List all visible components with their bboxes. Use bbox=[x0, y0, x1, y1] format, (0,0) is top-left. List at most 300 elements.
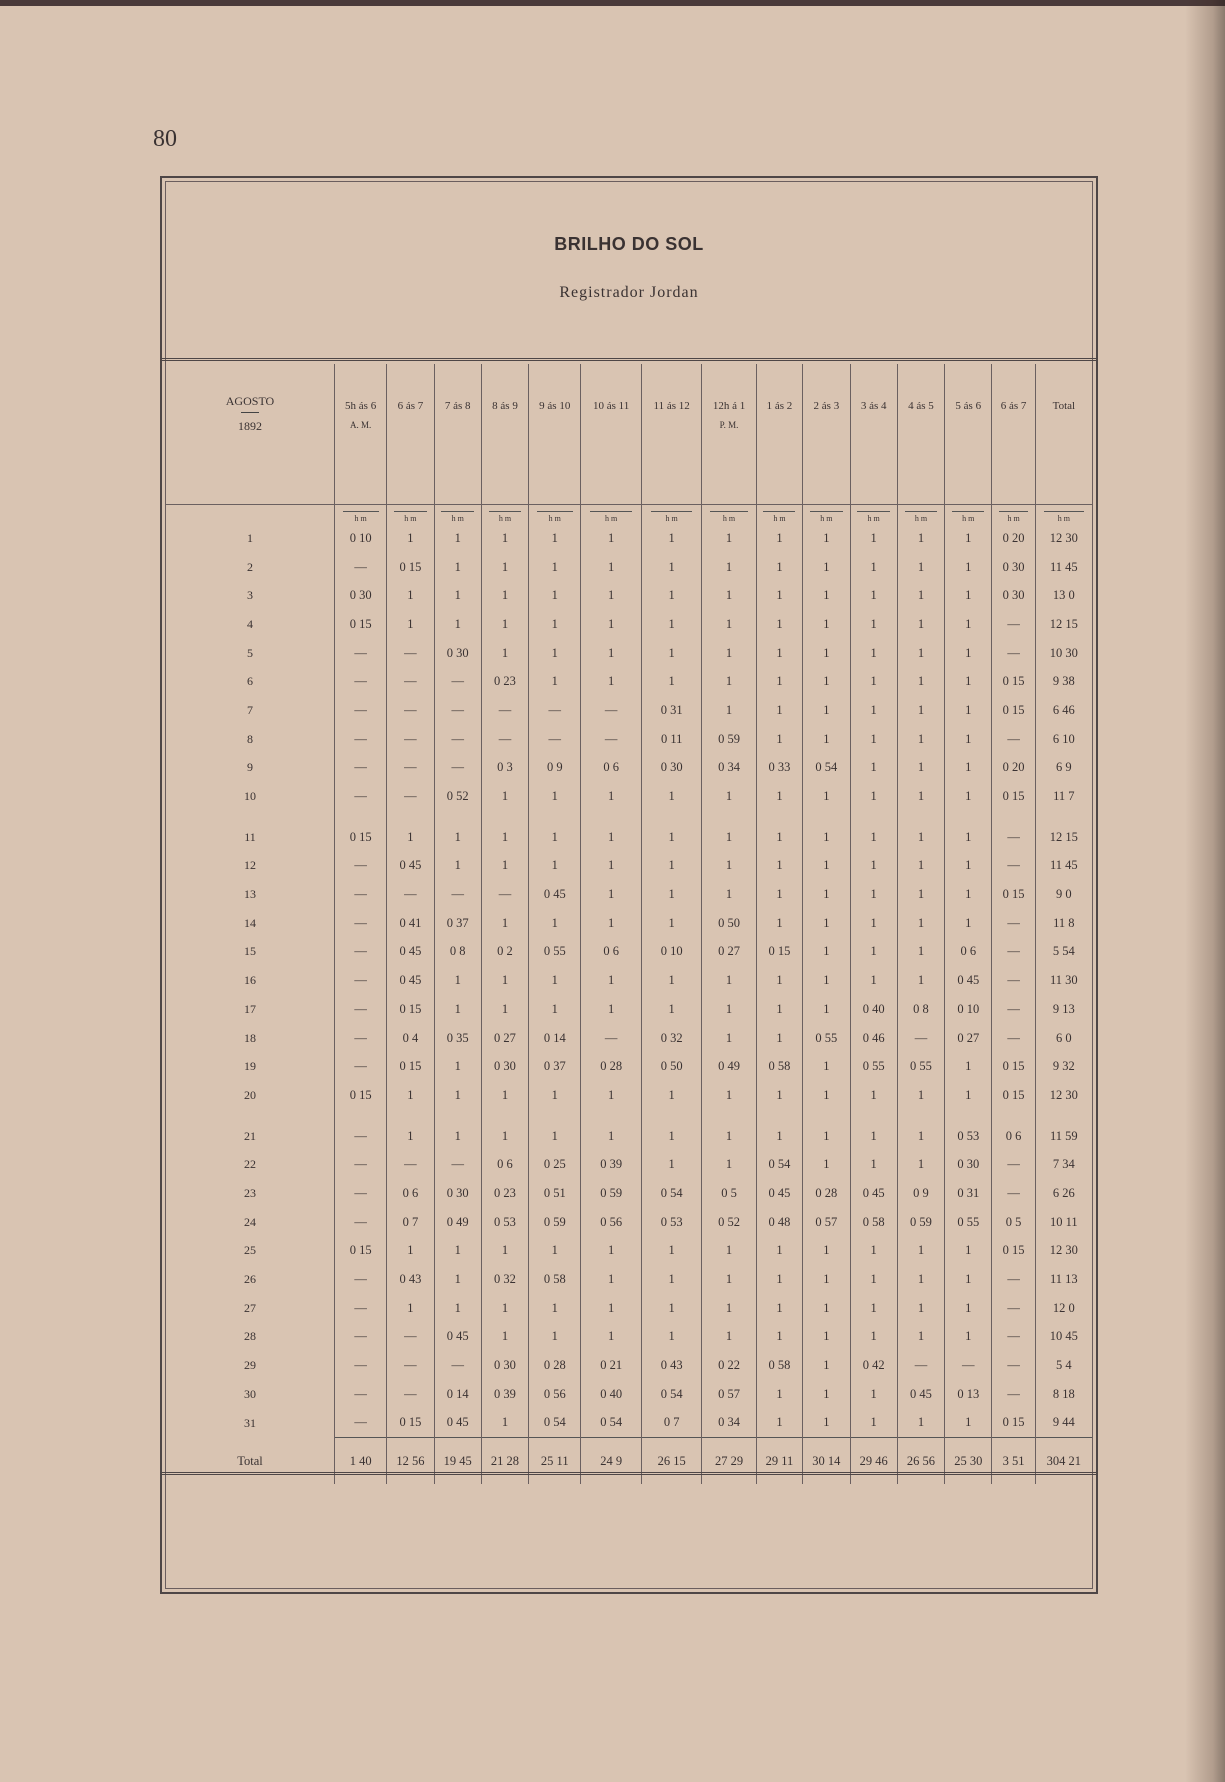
day-cell: 19 bbox=[244, 1059, 256, 1074]
value-cell: 0 20 bbox=[992, 754, 1035, 783]
value-cell: 1 bbox=[803, 995, 850, 1024]
value-cell: 1 bbox=[756, 610, 803, 639]
value-cell: 1 bbox=[529, 610, 581, 639]
day-cell: 29 bbox=[244, 1358, 256, 1373]
value-cell: — bbox=[581, 696, 642, 725]
table-row bbox=[166, 754, 1092, 783]
value-cell: 1 bbox=[850, 1150, 897, 1179]
value-cell: 1 bbox=[641, 1294, 702, 1323]
value-cell: 1 bbox=[897, 811, 944, 852]
year-label: 1892 bbox=[238, 419, 262, 433]
value-cell: 1 bbox=[702, 524, 756, 553]
value-cell: 1 bbox=[481, 1409, 528, 1438]
value-cell: 1 bbox=[641, 782, 702, 811]
value-cell: 1 bbox=[481, 782, 528, 811]
value-cell: — bbox=[335, 995, 387, 1024]
value-cell: 1 bbox=[529, 852, 581, 881]
value-cell: 1 bbox=[803, 725, 850, 754]
table-row bbox=[166, 782, 1092, 811]
table-row bbox=[166, 1294, 1092, 1323]
value-cell: 1 bbox=[387, 581, 434, 610]
value-cell: — bbox=[434, 725, 481, 754]
value-cell: 0 15 bbox=[387, 1052, 434, 1081]
day-cell: 14 bbox=[244, 915, 256, 930]
value-cell: — bbox=[434, 880, 481, 909]
value-cell: 1 bbox=[756, 1237, 803, 1266]
value-cell: 0 15 bbox=[992, 1052, 1035, 1081]
value-cell: 1 bbox=[803, 581, 850, 610]
day-cell: 7 bbox=[247, 702, 253, 717]
value-cell: 1 bbox=[529, 1110, 581, 1151]
value-cell: — bbox=[434, 1150, 481, 1179]
value-cell: 0 55 bbox=[897, 1052, 944, 1081]
value-cell: 1 bbox=[581, 909, 642, 938]
value-cell: 0 6 bbox=[581, 938, 642, 967]
value-cell: 0 54 bbox=[581, 1409, 642, 1438]
value-cell: 1 bbox=[850, 1081, 897, 1110]
value-cell: — bbox=[335, 667, 387, 696]
value-cell: — bbox=[335, 754, 387, 783]
value-cell: 12 30 bbox=[1035, 1081, 1092, 1110]
value-cell: 0 56 bbox=[529, 1380, 581, 1409]
value-cell: 1 bbox=[897, 1409, 944, 1438]
value-cell: 1 bbox=[529, 581, 581, 610]
value-cell: 0 52 bbox=[702, 1208, 756, 1237]
value-cell: 12 15 bbox=[1035, 811, 1092, 852]
value-cell: 0 28 bbox=[529, 1351, 581, 1380]
value-cell: 1 bbox=[581, 1265, 642, 1294]
day-cell: 4 bbox=[247, 616, 253, 631]
value-cell: 0 59 bbox=[702, 725, 756, 754]
column-header-label: 3 ás 4 bbox=[860, 400, 887, 412]
unit-label: h m bbox=[857, 511, 889, 523]
day-cell: 17 bbox=[244, 1001, 256, 1016]
table-row bbox=[166, 639, 1092, 668]
column-header bbox=[434, 364, 481, 505]
value-cell: 0 15 bbox=[335, 610, 387, 639]
value-cell: 0 40 bbox=[581, 1380, 642, 1409]
value-cell: — bbox=[387, 754, 434, 783]
value-cell: 0 30 bbox=[481, 1052, 528, 1081]
value-cell: 1 bbox=[581, 1110, 642, 1151]
value-cell: 1 bbox=[850, 852, 897, 881]
value-cell: 11 30 bbox=[1035, 966, 1092, 995]
day-cell: 22 bbox=[244, 1157, 256, 1172]
value-cell: — bbox=[992, 938, 1035, 967]
value-cell: 0 45 bbox=[945, 966, 992, 995]
value-cell: 1 bbox=[897, 909, 944, 938]
value-cell: 0 15 bbox=[387, 553, 434, 582]
value-cell: 10 11 bbox=[1035, 1208, 1092, 1237]
value-cell: 1 bbox=[803, 1150, 850, 1179]
value-cell: 1 bbox=[702, 995, 756, 1024]
value-cell: — bbox=[335, 1150, 387, 1179]
value-cell: 0 52 bbox=[434, 782, 481, 811]
value-cell: 1 bbox=[945, 639, 992, 668]
day-cell: 20 bbox=[244, 1087, 256, 1102]
value-cell: — bbox=[992, 1024, 1035, 1053]
table-row bbox=[166, 667, 1092, 696]
unit-label: h m bbox=[651, 511, 693, 523]
table-row bbox=[166, 696, 1092, 725]
value-cell: 0 58 bbox=[850, 1208, 897, 1237]
table-row bbox=[166, 1150, 1092, 1179]
value-cell: 0 10 bbox=[335, 524, 387, 553]
value-cell: 1 bbox=[756, 1294, 803, 1323]
value-cell: 13 0 bbox=[1035, 581, 1092, 610]
value-cell: 1 bbox=[529, 667, 581, 696]
value-cell: 0 45 bbox=[387, 852, 434, 881]
value-cell: 0 37 bbox=[529, 1052, 581, 1081]
value-cell: 1 bbox=[702, 1294, 756, 1323]
unit-label: h m bbox=[952, 511, 984, 523]
month-label: AGOSTO bbox=[225, 394, 275, 408]
unit-cell bbox=[803, 505, 850, 525]
column-header bbox=[1035, 364, 1092, 505]
value-cell: — bbox=[992, 1351, 1035, 1380]
value-cell: — bbox=[335, 966, 387, 995]
value-cell: — bbox=[581, 1024, 642, 1053]
table-row bbox=[166, 811, 1092, 852]
value-cell: 1 bbox=[850, 880, 897, 909]
day-cell: 15 bbox=[244, 944, 256, 959]
column-header bbox=[529, 364, 581, 505]
value-cell: 0 56 bbox=[581, 1208, 642, 1237]
value-cell: — bbox=[992, 1323, 1035, 1352]
value-cell: 0 15 bbox=[992, 667, 1035, 696]
value-cell: — bbox=[992, 1265, 1035, 1294]
value-cell: 1 bbox=[850, 553, 897, 582]
value-cell: 1 bbox=[850, 1110, 897, 1151]
value-cell: 1 bbox=[850, 581, 897, 610]
value-cell: — bbox=[335, 696, 387, 725]
value-cell: 1 bbox=[702, 1150, 756, 1179]
value-cell: 0 6 bbox=[992, 1110, 1035, 1151]
value-cell: 1 bbox=[529, 909, 581, 938]
value-cell: — bbox=[897, 1024, 944, 1053]
value-cell: 1 bbox=[850, 725, 897, 754]
value-cell: 1 bbox=[850, 909, 897, 938]
value-cell: 0 32 bbox=[481, 1265, 528, 1294]
value-cell: — bbox=[335, 1179, 387, 1208]
table-row bbox=[166, 1110, 1092, 1151]
value-cell: 5 4 bbox=[1035, 1351, 1092, 1380]
column-header-sub: P. M. bbox=[719, 420, 739, 430]
unit-cell bbox=[641, 505, 702, 525]
header-row bbox=[166, 364, 1092, 505]
table-row bbox=[166, 1208, 1092, 1237]
value-cell: 12 0 bbox=[1035, 1294, 1092, 1323]
value-cell: 1 bbox=[756, 667, 803, 696]
value-cell: — bbox=[387, 725, 434, 754]
column-header bbox=[641, 364, 702, 505]
unit-label: h m bbox=[763, 511, 795, 523]
value-cell: 6 0 bbox=[1035, 1024, 1092, 1053]
month-header bbox=[166, 364, 335, 505]
value-cell: 1 bbox=[945, 1081, 992, 1110]
value-cell: 7 34 bbox=[1035, 1150, 1092, 1179]
value-cell: 11 59 bbox=[1035, 1110, 1092, 1151]
value-cell: 0 53 bbox=[945, 1110, 992, 1151]
value-cell: 1 bbox=[897, 754, 944, 783]
value-cell: 1 bbox=[756, 995, 803, 1024]
value-cell: 0 21 bbox=[581, 1351, 642, 1380]
value-cell: 1 bbox=[803, 811, 850, 852]
unit-label: h m bbox=[394, 511, 426, 523]
value-cell: 1 bbox=[850, 1409, 897, 1438]
value-cell: 9 13 bbox=[1035, 995, 1092, 1024]
value-cell: — bbox=[434, 696, 481, 725]
value-cell: 1 bbox=[756, 553, 803, 582]
value-cell: — bbox=[992, 966, 1035, 995]
value-cell: 10 30 bbox=[1035, 639, 1092, 668]
value-cell: 1 bbox=[481, 610, 528, 639]
value-cell: 1 bbox=[481, 524, 528, 553]
value-cell: 1 bbox=[481, 852, 528, 881]
value-cell: — bbox=[481, 696, 528, 725]
value-cell: 0 6 bbox=[581, 754, 642, 783]
value-cell: 0 37 bbox=[434, 909, 481, 938]
value-cell: 1 bbox=[850, 610, 897, 639]
value-cell: 1 bbox=[945, 696, 992, 725]
value-cell: 1 bbox=[702, 811, 756, 852]
table-row bbox=[166, 1081, 1092, 1110]
value-cell: — bbox=[335, 1024, 387, 1053]
day-cell: 9 bbox=[247, 760, 253, 775]
column-header bbox=[803, 364, 850, 505]
page-number: 80 bbox=[153, 126, 177, 152]
total-cell: 25 11 bbox=[529, 1438, 581, 1485]
value-cell: 1 bbox=[702, 1265, 756, 1294]
value-cell: — bbox=[387, 1351, 434, 1380]
value-cell: 1 bbox=[434, 610, 481, 639]
value-cell: 6 26 bbox=[1035, 1179, 1092, 1208]
value-cell: 1 bbox=[803, 1380, 850, 1409]
value-cell: 1 bbox=[945, 811, 992, 852]
value-cell: 0 35 bbox=[434, 1024, 481, 1053]
value-cell: 5 54 bbox=[1035, 938, 1092, 967]
unit-label: h m bbox=[343, 511, 379, 523]
value-cell: 1 bbox=[945, 581, 992, 610]
value-cell: 1 bbox=[581, 639, 642, 668]
value-cell: 1 bbox=[581, 966, 642, 995]
value-cell: 0 31 bbox=[641, 696, 702, 725]
table-row bbox=[166, 1323, 1092, 1352]
value-cell: 1 bbox=[945, 1265, 992, 1294]
value-cell: 1 bbox=[945, 1294, 992, 1323]
value-cell: 1 bbox=[481, 1323, 528, 1352]
value-cell: — bbox=[481, 725, 528, 754]
value-cell: 0 45 bbox=[434, 1323, 481, 1352]
value-cell: 1 bbox=[945, 754, 992, 783]
value-cell: 1 bbox=[387, 1081, 434, 1110]
value-cell: 0 28 bbox=[581, 1052, 642, 1081]
value-cell: 1 bbox=[945, 909, 992, 938]
value-cell: 1 bbox=[897, 1150, 944, 1179]
value-cell: 1 bbox=[756, 524, 803, 553]
value-cell: 1 bbox=[945, 667, 992, 696]
value-cell: 0 15 bbox=[992, 880, 1035, 909]
value-cell: 1 bbox=[529, 1237, 581, 1266]
value-cell: 0 5 bbox=[992, 1208, 1035, 1237]
value-cell: 1 bbox=[434, 1052, 481, 1081]
value-cell: 1 bbox=[434, 581, 481, 610]
value-cell: 1 bbox=[702, 639, 756, 668]
value-cell: 0 22 bbox=[702, 1351, 756, 1380]
value-cell: 1 bbox=[387, 1294, 434, 1323]
value-cell: — bbox=[387, 880, 434, 909]
table-row bbox=[166, 1179, 1092, 1208]
value-cell: 1 bbox=[756, 811, 803, 852]
total-cell: 30 14 bbox=[803, 1438, 850, 1485]
value-cell: 1 bbox=[481, 1110, 528, 1151]
value-cell: 1 bbox=[581, 782, 642, 811]
day-cell: 12 bbox=[244, 858, 256, 873]
value-cell: 1 bbox=[434, 1081, 481, 1110]
value-cell: 1 bbox=[702, 1237, 756, 1266]
value-cell: 0 14 bbox=[434, 1380, 481, 1409]
table-frame bbox=[160, 176, 1098, 1594]
value-cell: 0 46 bbox=[850, 1024, 897, 1053]
value-cell: 11 8 bbox=[1035, 909, 1092, 938]
value-cell: — bbox=[992, 725, 1035, 754]
value-cell: — bbox=[434, 667, 481, 696]
value-cell: 0 49 bbox=[434, 1208, 481, 1237]
value-cell: 0 27 bbox=[702, 938, 756, 967]
value-cell: 0 43 bbox=[641, 1351, 702, 1380]
value-cell: 1 bbox=[897, 938, 944, 967]
value-cell: 1 bbox=[702, 581, 756, 610]
day-cell: 24 bbox=[244, 1214, 256, 1229]
value-cell: — bbox=[581, 725, 642, 754]
value-cell: 0 15 bbox=[335, 1081, 387, 1110]
value-cell: 1 bbox=[897, 581, 944, 610]
value-cell: 1 bbox=[803, 938, 850, 967]
value-cell: 0 7 bbox=[641, 1409, 702, 1438]
value-cell: 0 53 bbox=[481, 1208, 528, 1237]
value-cell: 1 bbox=[945, 725, 992, 754]
value-cell: 1 bbox=[803, 524, 850, 553]
value-cell: — bbox=[529, 725, 581, 754]
value-cell: 0 6 bbox=[945, 938, 992, 967]
value-cell: 1 bbox=[581, 1237, 642, 1266]
column-header-label: 6 ás 7 bbox=[397, 400, 424, 412]
unit-cell bbox=[1035, 505, 1092, 525]
value-cell: 1 bbox=[702, 1024, 756, 1053]
value-cell: 0 30 bbox=[481, 1351, 528, 1380]
value-cell: 1 bbox=[897, 1265, 944, 1294]
table-row bbox=[166, 1409, 1092, 1438]
value-cell: 1 bbox=[481, 581, 528, 610]
value-cell: — bbox=[434, 754, 481, 783]
value-cell: 0 34 bbox=[702, 1409, 756, 1438]
value-cell: 6 9 bbox=[1035, 754, 1092, 783]
value-cell: 0 30 bbox=[945, 1150, 992, 1179]
value-cell: 8 18 bbox=[1035, 1380, 1092, 1409]
value-cell: 1 bbox=[581, 1081, 642, 1110]
total-cell: 21 28 bbox=[481, 1438, 528, 1485]
value-cell: 1 bbox=[641, 811, 702, 852]
unit-cell bbox=[387, 505, 434, 525]
value-cell: 1 bbox=[581, 852, 642, 881]
value-cell: 1 bbox=[387, 524, 434, 553]
title-block bbox=[162, 178, 1096, 361]
value-cell: 1 bbox=[945, 782, 992, 811]
table-row bbox=[166, 1265, 1092, 1294]
value-cell: 1 bbox=[897, 1323, 944, 1352]
value-cell: 0 58 bbox=[756, 1052, 803, 1081]
value-cell: 1 bbox=[897, 782, 944, 811]
unit-cell bbox=[434, 505, 481, 525]
value-cell: 1 bbox=[581, 880, 642, 909]
value-cell: — bbox=[992, 909, 1035, 938]
value-cell: — bbox=[481, 880, 528, 909]
value-cell: — bbox=[335, 725, 387, 754]
table-subtitle: Registrador Jordan bbox=[559, 284, 699, 301]
value-cell: 0 58 bbox=[756, 1351, 803, 1380]
value-cell: 11 45 bbox=[1035, 553, 1092, 582]
units-row bbox=[166, 505, 1092, 525]
value-cell: 1 bbox=[803, 966, 850, 995]
unit-cell bbox=[581, 505, 642, 525]
value-cell: — bbox=[434, 1351, 481, 1380]
value-cell: 0 28 bbox=[803, 1179, 850, 1208]
unit-cell bbox=[850, 505, 897, 525]
value-cell: 10 45 bbox=[1035, 1323, 1092, 1352]
value-cell: 0 15 bbox=[335, 1237, 387, 1266]
value-cell: 1 bbox=[803, 909, 850, 938]
value-cell: 1 bbox=[434, 966, 481, 995]
value-cell: 0 4 bbox=[387, 1024, 434, 1053]
table-row bbox=[166, 1024, 1092, 1053]
value-cell: 1 bbox=[529, 553, 581, 582]
value-cell: 0 15 bbox=[387, 1409, 434, 1438]
value-cell: 1 bbox=[897, 1110, 944, 1151]
value-cell: 1 bbox=[803, 1265, 850, 1294]
value-cell: 0 32 bbox=[641, 1024, 702, 1053]
value-cell: — bbox=[335, 1110, 387, 1151]
value-cell: 1 bbox=[581, 667, 642, 696]
value-cell: 1 bbox=[945, 524, 992, 553]
value-cell: — bbox=[335, 1351, 387, 1380]
value-cell: 1 bbox=[641, 852, 702, 881]
table-row bbox=[166, 909, 1092, 938]
unit-cell bbox=[702, 505, 756, 525]
value-cell: — bbox=[992, 811, 1035, 852]
day-cell: 8 bbox=[247, 731, 253, 746]
value-cell: 1 bbox=[641, 639, 702, 668]
value-cell: 1 bbox=[529, 1081, 581, 1110]
table-row bbox=[166, 1052, 1092, 1081]
value-cell: 1 bbox=[803, 1052, 850, 1081]
value-cell: 1 bbox=[641, 1323, 702, 1352]
value-cell: 0 53 bbox=[641, 1208, 702, 1237]
value-cell: 9 32 bbox=[1035, 1052, 1092, 1081]
column-header bbox=[335, 364, 387, 505]
value-cell: 1 bbox=[434, 995, 481, 1024]
total-cell: 3 51 bbox=[992, 1438, 1035, 1485]
value-cell: 1 bbox=[581, 1323, 642, 1352]
value-cell: — bbox=[335, 1409, 387, 1438]
value-cell: 0 45 bbox=[387, 938, 434, 967]
total-cell: 29 11 bbox=[756, 1438, 803, 1485]
value-cell: 1 bbox=[702, 696, 756, 725]
value-cell: 1 bbox=[387, 610, 434, 639]
value-cell: 0 43 bbox=[387, 1265, 434, 1294]
unit-label: h m bbox=[810, 511, 842, 523]
value-cell: 1 bbox=[481, 553, 528, 582]
page-binding-shadow bbox=[1185, 0, 1225, 1782]
